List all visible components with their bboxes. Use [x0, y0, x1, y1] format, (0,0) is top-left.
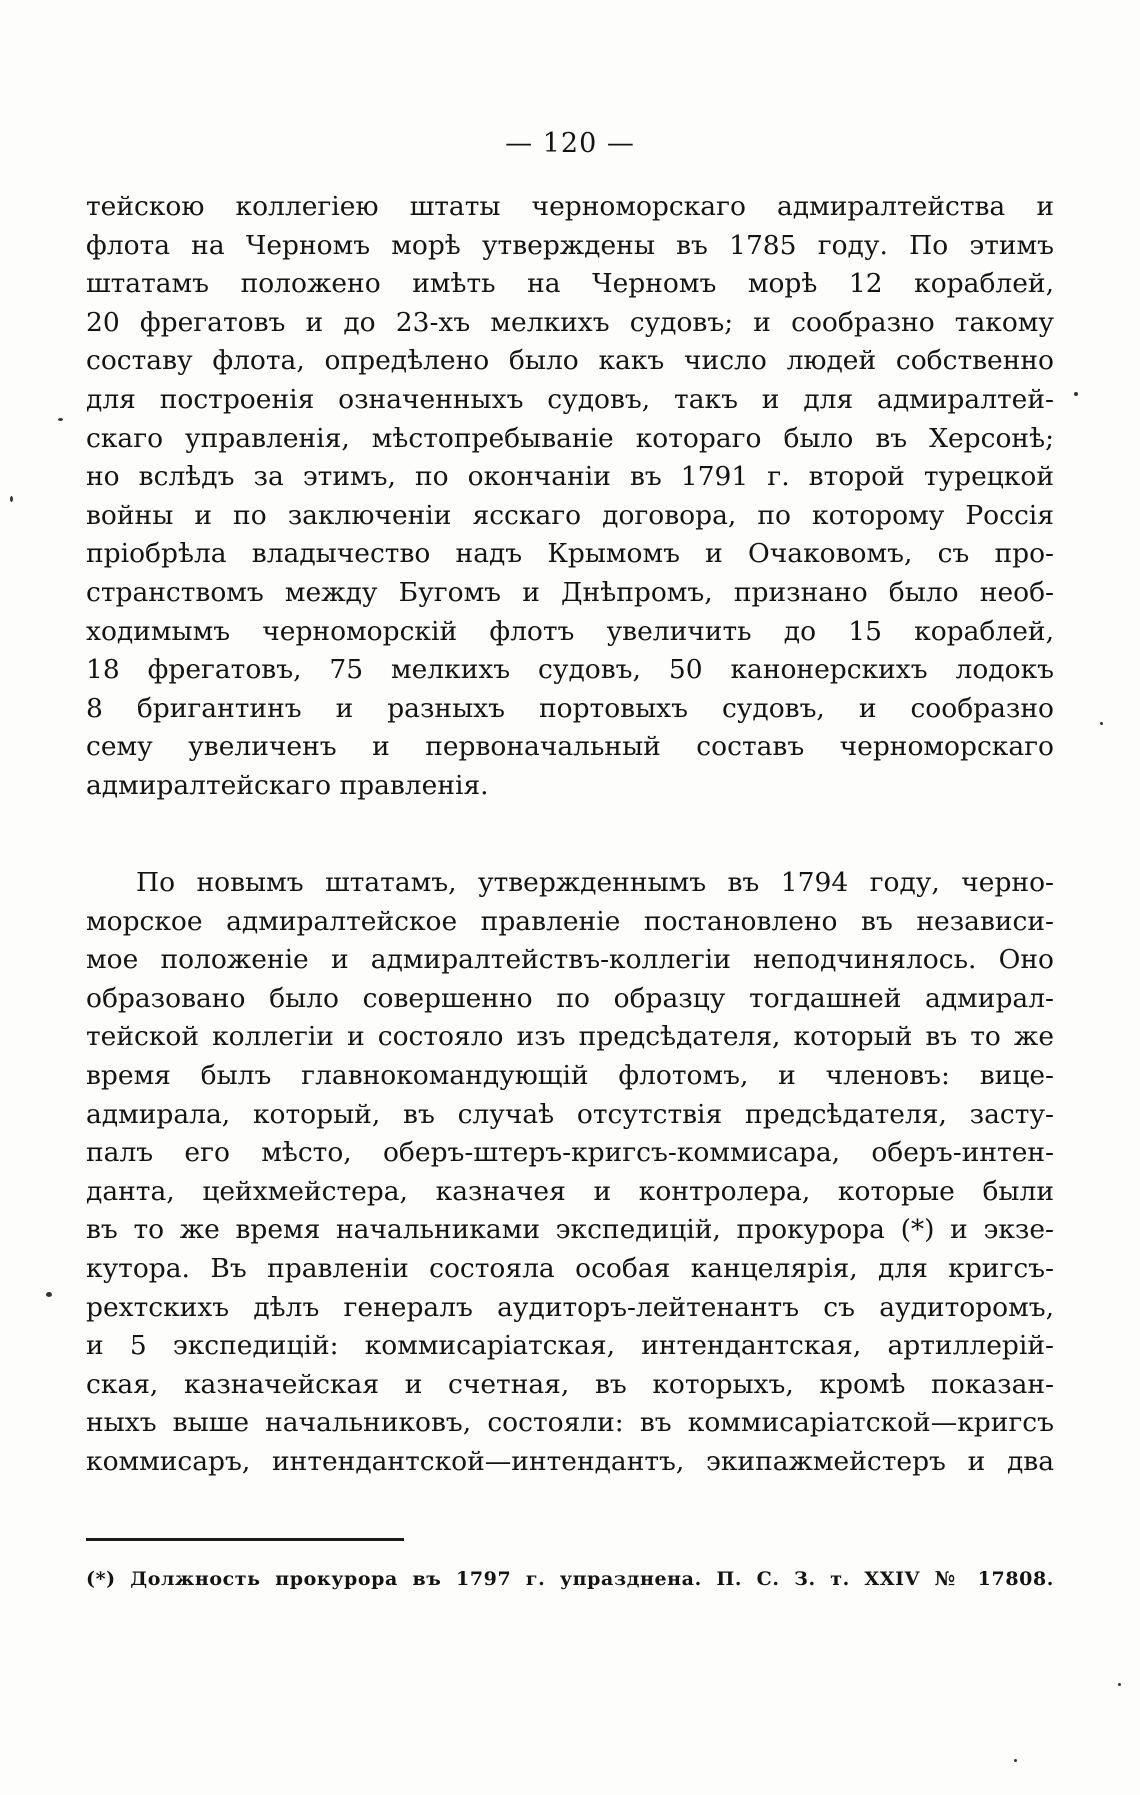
- text-line: 18 фрегатовъ, 75 мелкихъ судовъ, 50 канонерскихъ лодокъ: [86, 654, 1054, 686]
- scan-speck: [10, 496, 13, 502]
- footnote: (*) Должность прокурора въ 1797 г. упразднена. П. С. З. т. XXIV № 17808.: [86, 1568, 1054, 1590]
- text-line: въ то же время начальниками экспедицій, прокурора (*) и экзе-: [86, 1214, 1054, 1246]
- text-line: тейскою коллегіею штаты черноморскаго адмиралтейства и: [86, 191, 1054, 222]
- paragraph-2: [86, 864, 1054, 1482]
- scan-speck: [1014, 1759, 1017, 1762]
- text-line: адмиралтейскаго правленія.: [86, 769, 489, 801]
- scan-speck: [1118, 1683, 1121, 1686]
- scan-speck: [1100, 722, 1103, 725]
- scan-speck: [58, 418, 63, 421]
- text-line: странствомъ между Бугомъ и Днѣпромъ, признано было необ-: [86, 576, 1054, 608]
- text-line: время былъ главнокомандующій флотомъ, и членовъ: вице-: [86, 1059, 1054, 1091]
- scan-speck: [1074, 392, 1078, 396]
- text-line: рехтскихъ дѣлъ генералъ аудиторъ-лейтенантъ съ аудиторомъ,: [86, 1291, 1054, 1323]
- text-line: коммисаръ, интендантской—интендантъ, экипажмейстеръ и два: [86, 1445, 1054, 1477]
- text-line: ходимымъ черноморскій флотъ увеличить до 15 кораблей,: [86, 615, 1054, 647]
- paragraph-1: [86, 188, 1054, 806]
- scan-speck: [46, 1292, 52, 1297]
- text-line: 20 фрегатовъ и до 23-хъ мелкихъ судовъ; и сообразно такому: [86, 306, 1054, 338]
- text-line: морское адмиралтейское правленіе постановлено въ независи-: [86, 905, 1054, 937]
- text-line: кутора. Въ правленіи состояла особая канцелярія, для кригсъ-: [86, 1252, 1054, 1284]
- text-line: войны и по заключеніи ясскаго договора, по которому Россія: [86, 499, 1054, 531]
- text-line: скаго управленія, мѣстопребываніе котораго было въ Херсонѣ;: [86, 422, 1054, 454]
- text-line: и 5 экспедицій: коммисаріатская, интендантская, артиллерій-: [86, 1330, 1054, 1362]
- text-line: образовано было совершенно по образцу тогдашней адмирал-: [86, 982, 1054, 1014]
- text-line: сему увеличенъ и первоначальный составъ черноморскаго: [86, 731, 1054, 763]
- text-line: ныхъ выше начальниковъ, состояли: въ коммисаріатской—кригсъ: [86, 1407, 1054, 1439]
- text-line: 8 бригантинъ и разныхъ портовыхъ судовъ, и сообразно: [86, 692, 1054, 724]
- text-line: адмирала, который, въ случаѣ отсутствія предсѣдателя, засту-: [86, 1098, 1054, 1130]
- text-line: но вслѣдъ за этимъ, по окончаніи въ 1791 г. второй турецкой: [86, 461, 1054, 493]
- text-line: пріобрѣла владычество надъ Крымомъ и Очаковомъ, съ про-: [86, 538, 1054, 570]
- text-line: для построенія означенныхъ судовъ, такъ и для адмиралтей-: [86, 383, 1054, 415]
- page-number: — 120 —: [505, 128, 635, 159]
- text-line: тейской коллегіи и состояло изъ предсѣдателя, который въ то же: [86, 1021, 1054, 1053]
- text-line: штатамъ положено имѣть на Черномъ морѣ 12 кораблей,: [86, 268, 1054, 300]
- text-line: составу флота, опредѣлено было какъ число людей собственно: [86, 345, 1054, 377]
- text-line: флота на Черномъ морѣ утверждены въ 1785 году. По этимъ: [86, 229, 1054, 261]
- text-line: данта, цейхмейстера, казначея и контролера, которые были: [86, 1175, 1054, 1207]
- footnote-divider: [86, 1538, 404, 1541]
- text-line: палъ его мѣсто, оберъ-штеръ-кригсъ-коммисара, оберъ-интен-: [86, 1137, 1054, 1169]
- text-line: ская, казначейская и счетная, въ которыхъ, кромѣ показан-: [86, 1368, 1054, 1400]
- text-line: мое положеніе и адмиралтействъ-коллегіи неподчинялось. Оно: [86, 944, 1054, 976]
- text-line: По новымъ штатамъ, утвержденнымъ въ 1794 году, черно-: [136, 867, 1054, 898]
